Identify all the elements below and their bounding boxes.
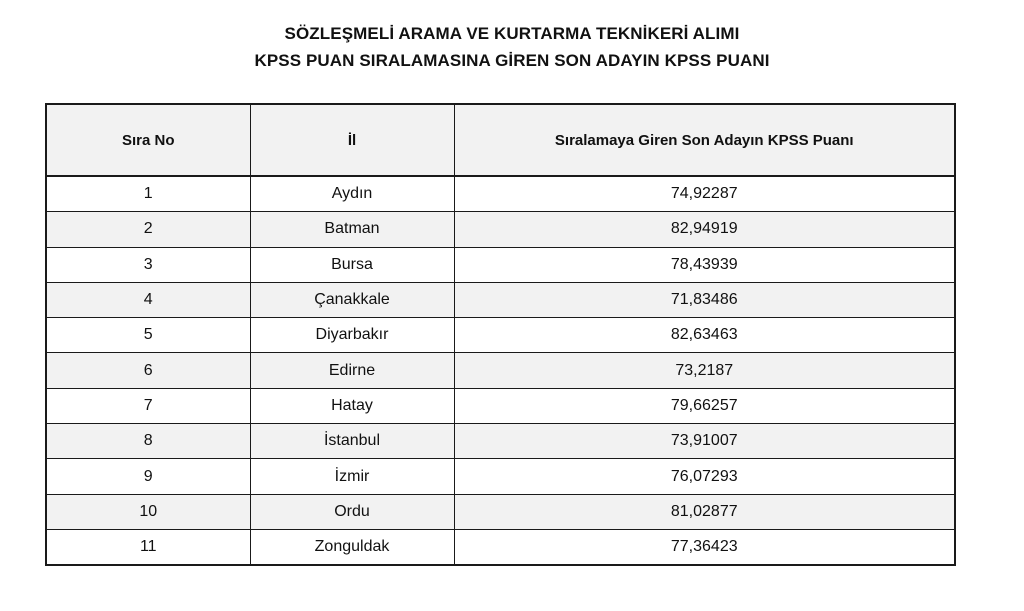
table-row bbox=[46, 424, 955, 459]
cell-sira-no: 10 bbox=[46, 494, 250, 529]
cell-kpss-puani: 82,63463 bbox=[454, 318, 955, 353]
title-line-2: KPSS PUAN SIRALAMASINA GİREN SON ADAYIN KPSS PUANI bbox=[254, 51, 770, 70]
cell-sira-no: 5 bbox=[46, 318, 250, 353]
table-row bbox=[46, 212, 955, 247]
table-row bbox=[46, 353, 955, 388]
title-line-1: SÖZLEŞMELİ ARAMA VE KURTARMA TEKNİKERİ ALIMI bbox=[284, 24, 740, 43]
cell-sira-no: 7 bbox=[46, 388, 250, 423]
cell-il: Aydın bbox=[250, 176, 454, 212]
cell-sira-no: 6 bbox=[46, 353, 250, 388]
table-row bbox=[46, 388, 955, 423]
table-row bbox=[46, 529, 955, 565]
cell-kpss-puani: 74,92287 bbox=[454, 176, 955, 212]
cell-sira-no: 2 bbox=[46, 212, 250, 247]
cell-kpss-puani: 76,07293 bbox=[454, 459, 955, 494]
cell-il: Diyarbakır bbox=[250, 318, 454, 353]
cell-il: Ordu bbox=[250, 494, 454, 529]
cell-sira-no: 1 bbox=[46, 176, 250, 212]
cell-kpss-puani: 78,43939 bbox=[454, 247, 955, 282]
cell-il: Edirne bbox=[250, 353, 454, 388]
cell-il: Çanakkale bbox=[250, 282, 454, 317]
cell-sira-no: 4 bbox=[46, 282, 250, 317]
cell-kpss-puani: 71,83486 bbox=[454, 282, 955, 317]
cell-kpss-puani: 73,2187 bbox=[454, 353, 955, 388]
document-title bbox=[0, 20, 1024, 74]
cell-kpss-puani: 77,36423 bbox=[454, 529, 955, 565]
table-row bbox=[46, 247, 955, 282]
table-row bbox=[46, 176, 955, 212]
cell-sira-no: 11 bbox=[46, 529, 250, 565]
header-kpss-puani: Sıralamaya Giren Son Adayın KPSS Puanı bbox=[454, 104, 955, 176]
header-sira-no: Sıra No bbox=[46, 104, 250, 176]
table-row bbox=[46, 494, 955, 529]
table-row bbox=[46, 282, 955, 317]
cell-sira-no: 9 bbox=[46, 459, 250, 494]
cell-kpss-puani: 73,91007 bbox=[454, 424, 955, 459]
table-row bbox=[46, 459, 955, 494]
cell-il: Hatay bbox=[250, 388, 454, 423]
cell-kpss-puani: 81,02877 bbox=[454, 494, 955, 529]
cell-il: İstanbul bbox=[250, 424, 454, 459]
cell-il: İzmir bbox=[250, 459, 454, 494]
cell-sira-no: 8 bbox=[46, 424, 250, 459]
cell-il: Bursa bbox=[250, 247, 454, 282]
kpss-score-table bbox=[45, 103, 956, 566]
cell-sira-no: 3 bbox=[46, 247, 250, 282]
cell-kpss-puani: 79,66257 bbox=[454, 388, 955, 423]
cell-il: Zonguldak bbox=[250, 529, 454, 565]
cell-kpss-puani: 82,94919 bbox=[454, 212, 955, 247]
table-header-row bbox=[46, 104, 955, 176]
table-row bbox=[46, 318, 955, 353]
cell-il: Batman bbox=[250, 212, 454, 247]
header-il: İl bbox=[250, 104, 454, 176]
